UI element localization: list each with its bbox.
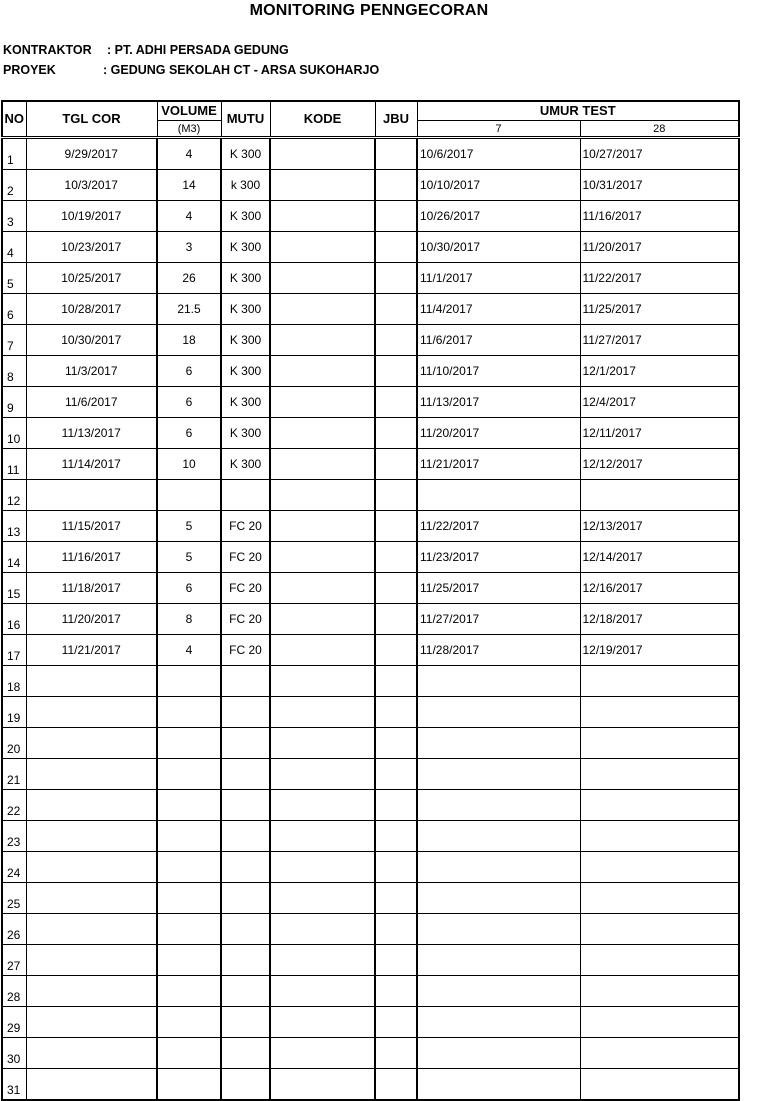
cell-tgl-cor: 11/21/2017 [26, 635, 157, 666]
cell-umur-7 [417, 852, 580, 883]
cell-umur-7 [417, 976, 580, 1007]
table-row [2, 697, 739, 728]
cell-umur-7: 11/23/2017 [417, 542, 580, 573]
cell-volume: 14 [157, 170, 221, 201]
cell-umur-28: 12/1/2017 [580, 356, 739, 387]
table-row [2, 976, 739, 1007]
cell-jbu [375, 170, 417, 201]
cell-no: 26 [2, 914, 26, 945]
cell-mutu [221, 1007, 270, 1038]
cell-jbu [375, 666, 417, 697]
cell-mutu: K 300 [221, 356, 270, 387]
kontraktor-value: : PT. ADHI PERSADA GEDUNG [107, 43, 289, 57]
cell-no: 17 [2, 635, 26, 666]
table-row [2, 511, 739, 542]
cell-jbu [375, 852, 417, 883]
cell-kode [270, 635, 375, 666]
cell-mutu: FC 20 [221, 542, 270, 573]
cell-jbu [375, 480, 417, 511]
cell-jbu [375, 945, 417, 976]
cell-mutu: K 300 [221, 387, 270, 418]
cell-umur-28: 12/12/2017 [580, 449, 739, 480]
proyek-value: : GEDUNG SEKOLAH CT - ARSA SUKOHARJO [103, 63, 380, 77]
cell-volume: 6 [157, 573, 221, 604]
cell-kode [270, 821, 375, 852]
cell-no: 3 [2, 201, 26, 232]
table-row [2, 852, 739, 883]
cell-tgl-cor: 11/3/2017 [26, 356, 157, 387]
cell-umur-7: 11/21/2017 [417, 449, 580, 480]
table-row [2, 1007, 739, 1038]
cell-umur-7 [417, 697, 580, 728]
cell-tgl-cor [26, 666, 157, 697]
cell-tgl-cor: 10/3/2017 [26, 170, 157, 201]
cell-umur-7: 11/20/2017 [417, 418, 580, 449]
table-body [2, 138, 739, 1101]
table-row [2, 883, 739, 914]
cell-mutu: K 300 [221, 449, 270, 480]
cell-umur-7: 10/10/2017 [417, 170, 580, 201]
cell-tgl-cor: 9/29/2017 [26, 138, 157, 170]
cell-mutu [221, 759, 270, 790]
cell-tgl-cor [26, 697, 157, 728]
table-header [2, 101, 739, 138]
cell-umur-28 [580, 697, 739, 728]
cell-volume: 10 [157, 449, 221, 480]
cell-no: 22 [2, 790, 26, 821]
cell-umur-7 [417, 883, 580, 914]
cell-tgl-cor [26, 1038, 157, 1069]
table-row [2, 356, 739, 387]
cell-kode [270, 945, 375, 976]
cell-umur-7: 11/25/2017 [417, 573, 580, 604]
cell-umur-7: 11/13/2017 [417, 387, 580, 418]
cell-kode [270, 914, 375, 945]
table-row [2, 635, 739, 666]
cell-no: 4 [2, 232, 26, 263]
cell-jbu [375, 263, 417, 294]
cell-umur-7 [417, 1069, 580, 1101]
cell-umur-28: 11/27/2017 [580, 325, 739, 356]
cell-umur-28: 12/19/2017 [580, 635, 739, 666]
table-row [2, 138, 739, 170]
cell-kode [270, 1007, 375, 1038]
cell-volume: 4 [157, 138, 221, 170]
cell-umur-7: 10/6/2017 [417, 138, 580, 170]
table-row [2, 418, 739, 449]
cell-mutu [221, 790, 270, 821]
cell-tgl-cor [26, 945, 157, 976]
cell-tgl-cor [26, 759, 157, 790]
cell-umur-28: 12/18/2017 [580, 604, 739, 635]
cell-volume: 8 [157, 604, 221, 635]
cell-kode [270, 356, 375, 387]
cell-volume [157, 1038, 221, 1069]
cell-umur-28 [580, 790, 739, 821]
cell-no: 9 [2, 387, 26, 418]
cell-no: 29 [2, 1007, 26, 1038]
cell-kode [270, 232, 375, 263]
cell-umur-28 [580, 945, 739, 976]
cell-kode [270, 449, 375, 480]
cell-kode [270, 666, 375, 697]
cell-volume [157, 883, 221, 914]
cell-kode [270, 201, 375, 232]
cell-umur-7 [417, 914, 580, 945]
cell-mutu [221, 945, 270, 976]
cell-tgl-cor: 10/28/2017 [26, 294, 157, 325]
cell-tgl-cor [26, 976, 157, 1007]
header-mutu: MUTU [221, 101, 270, 138]
cell-jbu [375, 356, 417, 387]
cell-umur-28: 12/14/2017 [580, 542, 739, 573]
cell-kode [270, 387, 375, 418]
cell-umur-28 [580, 976, 739, 1007]
header-no: NO [2, 101, 26, 138]
header-jbu: JBU [375, 101, 417, 138]
cell-umur-7 [417, 1038, 580, 1069]
cell-umur-7: 11/27/2017 [417, 604, 580, 635]
cell-volume [157, 480, 221, 511]
cell-mutu: FC 20 [221, 635, 270, 666]
kontraktor-line [3, 43, 289, 57]
cell-jbu [375, 138, 417, 170]
cell-jbu [375, 1069, 417, 1101]
cell-no: 2 [2, 170, 26, 201]
cell-no: 20 [2, 728, 26, 759]
cell-mutu [221, 480, 270, 511]
cell-mutu: FC 20 [221, 511, 270, 542]
cell-volume [157, 1007, 221, 1038]
cell-mutu: K 300 [221, 263, 270, 294]
cell-tgl-cor [26, 914, 157, 945]
table-row [2, 325, 739, 356]
cell-jbu [375, 387, 417, 418]
cell-volume [157, 945, 221, 976]
cell-no: 7 [2, 325, 26, 356]
cell-jbu [375, 728, 417, 759]
cell-kode [270, 883, 375, 914]
cell-volume: 6 [157, 418, 221, 449]
cell-jbu [375, 294, 417, 325]
cell-tgl-cor [26, 790, 157, 821]
cell-tgl-cor: 10/25/2017 [26, 263, 157, 294]
cell-kode [270, 480, 375, 511]
header-volume-unit: (M3) [157, 121, 221, 138]
cell-mutu [221, 852, 270, 883]
cell-volume: 5 [157, 542, 221, 573]
cell-umur-7: 11/10/2017 [417, 356, 580, 387]
table-row [2, 449, 739, 480]
cell-umur-28 [580, 852, 739, 883]
cell-mutu [221, 883, 270, 914]
cell-no: 12 [2, 480, 26, 511]
table-row [2, 945, 739, 976]
cell-tgl-cor: 11/14/2017 [26, 449, 157, 480]
table-row [2, 294, 739, 325]
cell-jbu [375, 759, 417, 790]
table-row [2, 1069, 739, 1101]
cell-no: 25 [2, 883, 26, 914]
cell-umur-7 [417, 480, 580, 511]
cell-kode [270, 170, 375, 201]
cell-umur-28 [580, 666, 739, 697]
cell-umur-7 [417, 790, 580, 821]
cell-no: 30 [2, 1038, 26, 1069]
cell-umur-7 [417, 759, 580, 790]
monitoring-table [1, 100, 740, 1101]
table-row [2, 387, 739, 418]
cell-umur-28 [580, 728, 739, 759]
proyek-label: PROYEK [3, 63, 56, 77]
cell-volume: 3 [157, 232, 221, 263]
cell-umur-28 [580, 1069, 739, 1101]
cell-no: 15 [2, 573, 26, 604]
table-row [2, 170, 739, 201]
cell-jbu [375, 914, 417, 945]
cell-umur-7 [417, 821, 580, 852]
kontraktor-label: KONTRAKTOR [3, 43, 92, 57]
cell-no: 28 [2, 976, 26, 1007]
cell-mutu [221, 1038, 270, 1069]
cell-no: 23 [2, 821, 26, 852]
cell-umur-7: 11/6/2017 [417, 325, 580, 356]
cell-no: 10 [2, 418, 26, 449]
cell-umur-28 [580, 480, 739, 511]
cell-jbu [375, 449, 417, 480]
cell-volume: 6 [157, 387, 221, 418]
cell-volume: 18 [157, 325, 221, 356]
cell-kode [270, 1069, 375, 1101]
table-row [2, 573, 739, 604]
cell-no: 8 [2, 356, 26, 387]
cell-jbu [375, 201, 417, 232]
cell-mutu: K 300 [221, 201, 270, 232]
header-volume: VOLUME [157, 101, 221, 121]
cell-kode [270, 263, 375, 294]
cell-kode [270, 697, 375, 728]
cell-tgl-cor: 11/16/2017 [26, 542, 157, 573]
cell-mutu: K 300 [221, 138, 270, 170]
cell-no: 24 [2, 852, 26, 883]
cell-umur-28 [580, 883, 739, 914]
cell-tgl-cor [26, 852, 157, 883]
cell-umur-28: 12/11/2017 [580, 418, 739, 449]
table-row [2, 232, 739, 263]
cell-mutu: FC 20 [221, 604, 270, 635]
cell-no: 27 [2, 945, 26, 976]
table-row [2, 759, 739, 790]
cell-kode [270, 1038, 375, 1069]
cell-no: 31 [2, 1069, 26, 1101]
cell-no: 13 [2, 511, 26, 542]
table-row [2, 666, 739, 697]
header-umur-7: 7 [417, 121, 580, 138]
table-row [2, 1038, 739, 1069]
cell-umur-28 [580, 759, 739, 790]
cell-tgl-cor: 11/15/2017 [26, 511, 157, 542]
cell-mutu [221, 728, 270, 759]
cell-tgl-cor: 11/20/2017 [26, 604, 157, 635]
cell-jbu [375, 604, 417, 635]
header-umur-test: UMUR TEST [417, 101, 739, 121]
cell-kode [270, 604, 375, 635]
cell-jbu [375, 232, 417, 263]
cell-umur-7: 11/4/2017 [417, 294, 580, 325]
cell-volume [157, 728, 221, 759]
cell-no: 14 [2, 542, 26, 573]
cell-umur-28: 12/4/2017 [580, 387, 739, 418]
cell-kode [270, 138, 375, 170]
cell-umur-7: 11/28/2017 [417, 635, 580, 666]
cell-volume [157, 759, 221, 790]
cell-jbu [375, 542, 417, 573]
cell-umur-7 [417, 945, 580, 976]
cell-kode [270, 759, 375, 790]
cell-no: 1 [2, 138, 26, 170]
cell-jbu [375, 418, 417, 449]
page-title: MONITORING PENNGECORAN [249, 2, 489, 19]
cell-umur-7: 11/1/2017 [417, 263, 580, 294]
cell-jbu [375, 635, 417, 666]
cell-kode [270, 573, 375, 604]
header-tgl-cor: TGL COR [26, 101, 157, 138]
cell-tgl-cor: 10/23/2017 [26, 232, 157, 263]
cell-tgl-cor: 11/6/2017 [26, 387, 157, 418]
cell-tgl-cor [26, 480, 157, 511]
cell-tgl-cor: 10/30/2017 [26, 325, 157, 356]
cell-umur-28: 11/16/2017 [580, 201, 739, 232]
cell-mutu: K 300 [221, 294, 270, 325]
cell-kode [270, 325, 375, 356]
cell-volume [157, 976, 221, 1007]
cell-volume: 4 [157, 635, 221, 666]
cell-no: 11 [2, 449, 26, 480]
cell-mutu [221, 976, 270, 1007]
cell-tgl-cor [26, 728, 157, 759]
cell-umur-28: 10/27/2017 [580, 138, 739, 170]
table-row [2, 604, 739, 635]
cell-volume: 21.5 [157, 294, 221, 325]
cell-tgl-cor [26, 821, 157, 852]
cell-umur-28 [580, 914, 739, 945]
cell-no: 19 [2, 697, 26, 728]
cell-kode [270, 511, 375, 542]
cell-umur-28 [580, 1038, 739, 1069]
cell-umur-28: 11/22/2017 [580, 263, 739, 294]
cell-mutu: FC 20 [221, 573, 270, 604]
cell-kode [270, 852, 375, 883]
table-row [2, 728, 739, 759]
cell-jbu [375, 976, 417, 1007]
cell-jbu [375, 1007, 417, 1038]
cell-volume: 6 [157, 356, 221, 387]
cell-umur-7 [417, 728, 580, 759]
table-row [2, 790, 739, 821]
cell-umur-28 [580, 821, 739, 852]
cell-umur-7 [417, 1007, 580, 1038]
cell-jbu [375, 697, 417, 728]
cell-umur-28: 10/31/2017 [580, 170, 739, 201]
cell-mutu: k 300 [221, 170, 270, 201]
cell-umur-28: 11/20/2017 [580, 232, 739, 263]
cell-kode [270, 294, 375, 325]
cell-kode [270, 790, 375, 821]
cell-no: 18 [2, 666, 26, 697]
cell-volume [157, 666, 221, 697]
cell-volume: 4 [157, 201, 221, 232]
cell-no: 6 [2, 294, 26, 325]
header-umur-28: 28 [580, 121, 739, 138]
cell-volume [157, 914, 221, 945]
cell-umur-7: 10/26/2017 [417, 201, 580, 232]
cell-kode [270, 542, 375, 573]
cell-jbu [375, 821, 417, 852]
table-row [2, 480, 739, 511]
cell-umur-28: 12/13/2017 [580, 511, 739, 542]
cell-umur-28 [580, 1007, 739, 1038]
table-row [2, 821, 739, 852]
cell-umur-7: 10/30/2017 [417, 232, 580, 263]
cell-volume [157, 852, 221, 883]
cell-no: 16 [2, 604, 26, 635]
cell-mutu [221, 914, 270, 945]
cell-mutu [221, 697, 270, 728]
cell-jbu [375, 1038, 417, 1069]
cell-umur-28: 12/16/2017 [580, 573, 739, 604]
cell-tgl-cor [26, 1069, 157, 1101]
cell-jbu [375, 325, 417, 356]
cell-mutu [221, 666, 270, 697]
table-row [2, 542, 739, 573]
cell-umur-7 [417, 666, 580, 697]
cell-jbu [375, 511, 417, 542]
cell-mutu: K 300 [221, 418, 270, 449]
cell-mutu [221, 1069, 270, 1101]
proyek-line [3, 63, 379, 77]
cell-tgl-cor [26, 883, 157, 914]
cell-kode [270, 976, 375, 1007]
cell-volume [157, 1069, 221, 1101]
cell-tgl-cor: 11/13/2017 [26, 418, 157, 449]
cell-jbu [375, 883, 417, 914]
cell-tgl-cor [26, 1007, 157, 1038]
cell-tgl-cor: 10/19/2017 [26, 201, 157, 232]
cell-kode [270, 728, 375, 759]
table-row [2, 263, 739, 294]
cell-mutu [221, 821, 270, 852]
cell-tgl-cor: 11/18/2017 [26, 573, 157, 604]
cell-mutu: K 300 [221, 325, 270, 356]
table-row [2, 201, 739, 232]
cell-volume: 26 [157, 263, 221, 294]
table-row [2, 914, 739, 945]
cell-volume [157, 697, 221, 728]
cell-volume [157, 821, 221, 852]
header-kode: KODE [270, 101, 375, 138]
cell-mutu: K 300 [221, 232, 270, 263]
cell-volume: 5 [157, 511, 221, 542]
cell-volume [157, 790, 221, 821]
cell-no: 5 [2, 263, 26, 294]
cell-jbu [375, 573, 417, 604]
cell-no: 21 [2, 759, 26, 790]
cell-umur-28: 11/25/2017 [580, 294, 739, 325]
cell-kode [270, 418, 375, 449]
cell-jbu [375, 790, 417, 821]
cell-umur-7: 11/22/2017 [417, 511, 580, 542]
